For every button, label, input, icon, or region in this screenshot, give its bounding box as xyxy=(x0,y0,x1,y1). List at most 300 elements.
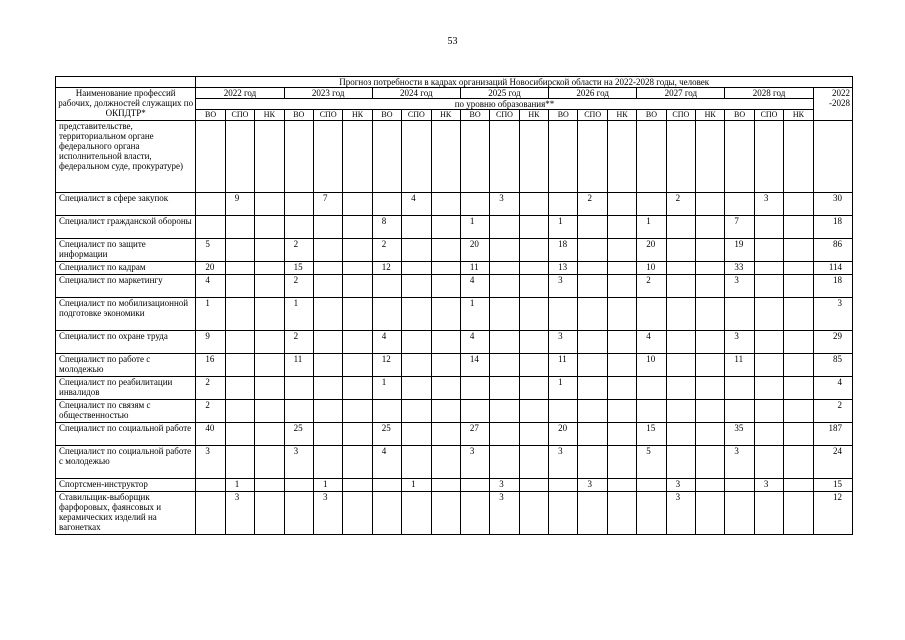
value-cell xyxy=(549,492,578,535)
education-level-header: ВО xyxy=(549,110,578,121)
value-cell xyxy=(284,216,313,239)
value-cell xyxy=(725,193,754,216)
table-row xyxy=(56,298,853,331)
value-cell xyxy=(490,400,519,423)
value-cell xyxy=(490,298,519,331)
value-cell xyxy=(784,239,813,262)
total-cell: 29 xyxy=(813,331,852,354)
total-cell xyxy=(813,121,852,193)
total-cell: 3 xyxy=(813,298,852,331)
profession-name: Специалист по охране труда xyxy=(56,331,196,354)
value-cell xyxy=(255,216,284,239)
value-cell xyxy=(402,275,431,298)
value-cell xyxy=(460,121,489,193)
value-cell xyxy=(519,377,548,400)
value-cell: 3 xyxy=(225,492,254,535)
value-cell xyxy=(725,492,754,535)
value-cell xyxy=(255,400,284,423)
value-cell: 1 xyxy=(402,479,431,492)
value-cell: 35 xyxy=(725,423,754,446)
value-cell xyxy=(637,121,666,193)
value-cell xyxy=(578,262,607,275)
value-cell xyxy=(549,193,578,216)
value-cell: 2 xyxy=(284,331,313,354)
value-cell xyxy=(196,216,225,239)
value-cell xyxy=(784,492,813,535)
value-cell xyxy=(343,354,372,377)
education-level-header: СПО xyxy=(402,110,431,121)
value-cell xyxy=(490,121,519,193)
value-cell: 3 xyxy=(666,492,695,535)
education-level-header: СПО xyxy=(666,110,695,121)
value-cell xyxy=(519,446,548,479)
value-cell xyxy=(578,492,607,535)
profession-name: Специалист по связям с общественностью xyxy=(56,400,196,423)
value-cell xyxy=(696,239,725,262)
table-row xyxy=(56,446,853,479)
table-row xyxy=(56,331,853,354)
value-cell xyxy=(637,377,666,400)
value-cell: 12 xyxy=(372,262,401,275)
value-cell xyxy=(402,121,431,193)
value-cell xyxy=(754,446,783,479)
value-cell xyxy=(666,239,695,262)
value-cell xyxy=(578,377,607,400)
value-cell xyxy=(696,479,725,492)
profession-name: Специалист по защите информации xyxy=(56,239,196,262)
value-cell xyxy=(343,262,372,275)
education-level-header: НК xyxy=(431,110,460,121)
value-cell: 20 xyxy=(196,262,225,275)
value-cell xyxy=(225,331,254,354)
value-cell xyxy=(725,400,754,423)
total-cell: 86 xyxy=(813,239,852,262)
value-cell xyxy=(431,331,460,354)
value-cell xyxy=(490,239,519,262)
value-cell xyxy=(284,193,313,216)
value-cell xyxy=(460,400,489,423)
table-row xyxy=(56,479,853,492)
value-cell xyxy=(284,479,313,492)
value-cell xyxy=(343,275,372,298)
value-cell: 1 xyxy=(284,298,313,331)
value-cell xyxy=(549,298,578,331)
total-cell: 18 xyxy=(813,275,852,298)
value-cell xyxy=(343,423,372,446)
value-cell xyxy=(490,262,519,275)
value-cell: 1 xyxy=(460,216,489,239)
value-cell: 2 xyxy=(196,377,225,400)
value-cell xyxy=(313,275,342,298)
value-cell xyxy=(607,400,636,423)
value-cell xyxy=(578,354,607,377)
value-cell xyxy=(784,354,813,377)
year-header: 2026 год xyxy=(549,88,637,99)
value-cell: 3 xyxy=(725,446,754,479)
value-cell: 4 xyxy=(460,331,489,354)
value-cell xyxy=(402,331,431,354)
value-cell xyxy=(402,262,431,275)
value-cell xyxy=(519,492,548,535)
value-cell xyxy=(372,492,401,535)
value-cell xyxy=(343,331,372,354)
value-cell xyxy=(431,121,460,193)
total-cell: 4 xyxy=(813,377,852,400)
value-cell: 9 xyxy=(196,331,225,354)
value-cell xyxy=(725,121,754,193)
table-row xyxy=(56,354,853,377)
education-level-header: НК xyxy=(607,110,636,121)
value-cell xyxy=(402,298,431,331)
value-cell: 5 xyxy=(196,239,225,262)
value-cell xyxy=(666,216,695,239)
value-cell xyxy=(784,193,813,216)
value-cell xyxy=(255,331,284,354)
value-cell xyxy=(666,262,695,275)
value-cell: 33 xyxy=(725,262,754,275)
value-cell: 1 xyxy=(549,377,578,400)
value-cell xyxy=(284,121,313,193)
value-cell xyxy=(343,216,372,239)
value-cell: 20 xyxy=(460,239,489,262)
education-level-header: СПО xyxy=(754,110,783,121)
value-cell xyxy=(784,423,813,446)
value-cell: 1 xyxy=(196,298,225,331)
value-cell: 3 xyxy=(196,446,225,479)
value-cell xyxy=(313,298,342,331)
value-cell xyxy=(519,262,548,275)
value-cell xyxy=(255,298,284,331)
value-cell xyxy=(754,262,783,275)
value-cell xyxy=(255,479,284,492)
value-cell xyxy=(372,298,401,331)
value-cell xyxy=(578,121,607,193)
value-cell: 1 xyxy=(549,216,578,239)
value-cell xyxy=(402,354,431,377)
value-cell xyxy=(607,121,636,193)
value-cell xyxy=(343,400,372,423)
value-cell: 5 xyxy=(637,446,666,479)
value-cell: 3 xyxy=(549,275,578,298)
value-cell: 19 xyxy=(725,239,754,262)
profession-name: Спортсмен-инструктор xyxy=(56,479,196,492)
value-cell xyxy=(754,492,783,535)
value-cell: 2 xyxy=(196,400,225,423)
value-cell xyxy=(578,298,607,331)
value-cell xyxy=(284,492,313,535)
education-level-header: ВО xyxy=(284,110,313,121)
value-cell: 2 xyxy=(372,239,401,262)
table-row xyxy=(56,423,853,446)
value-cell xyxy=(637,479,666,492)
value-cell xyxy=(607,193,636,216)
year-header: 2024 год xyxy=(372,88,460,99)
value-cell xyxy=(225,446,254,479)
table-row xyxy=(56,400,853,423)
value-cell xyxy=(460,377,489,400)
value-cell xyxy=(225,354,254,377)
value-cell: 1 xyxy=(313,479,342,492)
value-cell xyxy=(460,193,489,216)
value-cell: 3 xyxy=(460,446,489,479)
value-cell xyxy=(402,400,431,423)
value-cell xyxy=(607,216,636,239)
value-cell xyxy=(578,216,607,239)
value-cell xyxy=(431,492,460,535)
year-header: 2023 год xyxy=(284,88,372,99)
education-level-label: по уровню образования** xyxy=(196,99,813,110)
value-cell: 25 xyxy=(372,423,401,446)
value-cell xyxy=(490,354,519,377)
value-cell xyxy=(607,446,636,479)
value-cell xyxy=(666,275,695,298)
value-cell: 18 xyxy=(549,239,578,262)
value-cell: 3 xyxy=(490,492,519,535)
value-cell xyxy=(754,239,783,262)
value-cell xyxy=(255,275,284,298)
value-cell: 2 xyxy=(284,275,313,298)
value-cell: 7 xyxy=(725,216,754,239)
value-cell xyxy=(754,423,783,446)
value-cell xyxy=(225,216,254,239)
value-cell xyxy=(519,423,548,446)
value-cell: 1 xyxy=(460,298,489,331)
value-cell xyxy=(607,423,636,446)
value-cell xyxy=(196,479,225,492)
value-cell xyxy=(343,239,372,262)
value-cell xyxy=(343,492,372,535)
value-cell xyxy=(343,298,372,331)
value-cell: 3 xyxy=(666,479,695,492)
value-cell xyxy=(696,423,725,446)
value-cell xyxy=(225,275,254,298)
value-cell xyxy=(696,354,725,377)
value-cell xyxy=(255,121,284,193)
value-cell xyxy=(313,239,342,262)
value-cell xyxy=(431,479,460,492)
education-level-header: СПО xyxy=(578,110,607,121)
value-cell xyxy=(313,121,342,193)
value-cell xyxy=(431,377,460,400)
value-cell xyxy=(284,377,313,400)
value-cell xyxy=(607,354,636,377)
value-cell: 11 xyxy=(460,262,489,275)
value-cell xyxy=(372,479,401,492)
value-cell xyxy=(696,193,725,216)
value-cell: 3 xyxy=(725,275,754,298)
value-cell xyxy=(343,479,372,492)
profession-name: Специалист по кадрам xyxy=(56,262,196,275)
value-cell xyxy=(666,354,695,377)
value-cell xyxy=(519,331,548,354)
education-level-header: ВО xyxy=(460,110,489,121)
total-cell: 114 xyxy=(813,262,852,275)
value-cell xyxy=(402,492,431,535)
education-level-header: ВО xyxy=(372,110,401,121)
value-cell: 10 xyxy=(637,354,666,377)
value-cell: 12 xyxy=(372,354,401,377)
year-header-row xyxy=(56,88,853,99)
value-cell xyxy=(490,275,519,298)
value-cell: 2 xyxy=(284,239,313,262)
value-cell: 4 xyxy=(460,275,489,298)
value-cell xyxy=(431,354,460,377)
value-cell xyxy=(666,446,695,479)
value-cell xyxy=(343,193,372,216)
value-cell xyxy=(431,193,460,216)
value-cell xyxy=(255,423,284,446)
table-body xyxy=(56,121,853,535)
profession-name: Специалист по социальной работе xyxy=(56,423,196,446)
value-cell: 3 xyxy=(725,331,754,354)
profession-name: Специалист по социальной работе с молодежью xyxy=(56,446,196,479)
education-level-header: НК xyxy=(784,110,813,121)
value-cell xyxy=(784,275,813,298)
value-cell xyxy=(519,298,548,331)
value-cell xyxy=(402,239,431,262)
value-cell xyxy=(696,400,725,423)
value-cell xyxy=(402,423,431,446)
value-cell xyxy=(696,492,725,535)
total-cell: 24 xyxy=(813,446,852,479)
value-cell xyxy=(196,121,225,193)
value-cell xyxy=(255,354,284,377)
value-cell xyxy=(490,331,519,354)
value-cell xyxy=(402,216,431,239)
value-cell: 3 xyxy=(313,492,342,535)
value-cell xyxy=(578,239,607,262)
value-cell xyxy=(519,479,548,492)
value-cell xyxy=(754,331,783,354)
value-cell xyxy=(696,262,725,275)
value-cell xyxy=(225,400,254,423)
value-cell xyxy=(607,262,636,275)
value-cell: 1 xyxy=(372,377,401,400)
value-cell xyxy=(284,400,313,423)
value-cell xyxy=(490,446,519,479)
value-cell: 2 xyxy=(637,275,666,298)
value-cell xyxy=(225,298,254,331)
name-column-header: Наименование профессий рабочих, должностей служащих по ОКПДТР* xyxy=(56,88,196,121)
value-cell xyxy=(431,400,460,423)
value-cell xyxy=(519,275,548,298)
value-cell xyxy=(784,446,813,479)
value-cell xyxy=(666,331,695,354)
value-cell: 9 xyxy=(225,193,254,216)
value-cell xyxy=(696,331,725,354)
education-level-header: НК xyxy=(255,110,284,121)
total-cell: 187 xyxy=(813,423,852,446)
table-row xyxy=(56,193,853,216)
value-cell xyxy=(784,479,813,492)
total-cell: 12 xyxy=(813,492,852,535)
value-cell xyxy=(637,193,666,216)
value-cell: 1 xyxy=(637,216,666,239)
value-cell xyxy=(196,492,225,535)
value-cell xyxy=(255,492,284,535)
value-cell xyxy=(372,275,401,298)
value-cell xyxy=(225,239,254,262)
value-cell xyxy=(313,446,342,479)
value-cell: 4 xyxy=(637,331,666,354)
value-cell: 3 xyxy=(284,446,313,479)
table-row xyxy=(56,239,853,262)
value-cell: 3 xyxy=(549,446,578,479)
total-cell: 18 xyxy=(813,216,852,239)
table-row xyxy=(56,275,853,298)
total-cell: 85 xyxy=(813,354,852,377)
value-cell xyxy=(402,377,431,400)
value-cell xyxy=(313,262,342,275)
profession-name: Специалист по маркетингу xyxy=(56,275,196,298)
value-cell xyxy=(696,121,725,193)
value-cell: 3 xyxy=(490,193,519,216)
value-cell xyxy=(519,400,548,423)
value-cell xyxy=(637,298,666,331)
education-level-header: СПО xyxy=(490,110,519,121)
table-row xyxy=(56,121,853,193)
value-cell xyxy=(725,377,754,400)
value-cell xyxy=(431,423,460,446)
education-level-header: ВО xyxy=(637,110,666,121)
value-cell: 3 xyxy=(490,479,519,492)
value-cell xyxy=(313,331,342,354)
value-cell xyxy=(607,492,636,535)
value-cell xyxy=(754,354,783,377)
value-cell xyxy=(754,400,783,423)
value-cell xyxy=(431,216,460,239)
value-cell xyxy=(754,216,783,239)
value-cell xyxy=(784,262,813,275)
value-cell xyxy=(255,262,284,275)
table-row xyxy=(56,492,853,535)
value-cell xyxy=(754,275,783,298)
value-cell xyxy=(784,331,813,354)
value-cell xyxy=(313,354,342,377)
value-cell xyxy=(431,275,460,298)
profession-name: Специалист по реабилитации инвалидов xyxy=(56,377,196,400)
value-cell xyxy=(519,216,548,239)
total-cell: 2 xyxy=(813,400,852,423)
value-cell: 25 xyxy=(284,423,313,446)
value-cell xyxy=(607,275,636,298)
value-cell: 13 xyxy=(549,262,578,275)
value-cell xyxy=(519,239,548,262)
year-header: 2025 год xyxy=(460,88,548,99)
value-cell: 4 xyxy=(372,446,401,479)
education-level-header: СПО xyxy=(225,110,254,121)
value-cell xyxy=(784,121,813,193)
value-cell xyxy=(725,298,754,331)
value-cell xyxy=(313,216,342,239)
value-cell xyxy=(607,239,636,262)
value-cell: 1 xyxy=(225,479,254,492)
value-cell xyxy=(460,479,489,492)
value-cell xyxy=(431,446,460,479)
education-level-header: ВО xyxy=(725,110,754,121)
value-cell xyxy=(431,239,460,262)
value-cell xyxy=(696,377,725,400)
education-level-header: ВО xyxy=(196,110,225,121)
value-cell xyxy=(519,121,548,193)
value-cell xyxy=(255,193,284,216)
value-cell xyxy=(784,216,813,239)
profession-name: Специалист гражданской обороны xyxy=(56,216,196,239)
table-row xyxy=(56,377,853,400)
value-cell xyxy=(313,400,342,423)
value-cell xyxy=(784,400,813,423)
value-cell: 3 xyxy=(549,331,578,354)
